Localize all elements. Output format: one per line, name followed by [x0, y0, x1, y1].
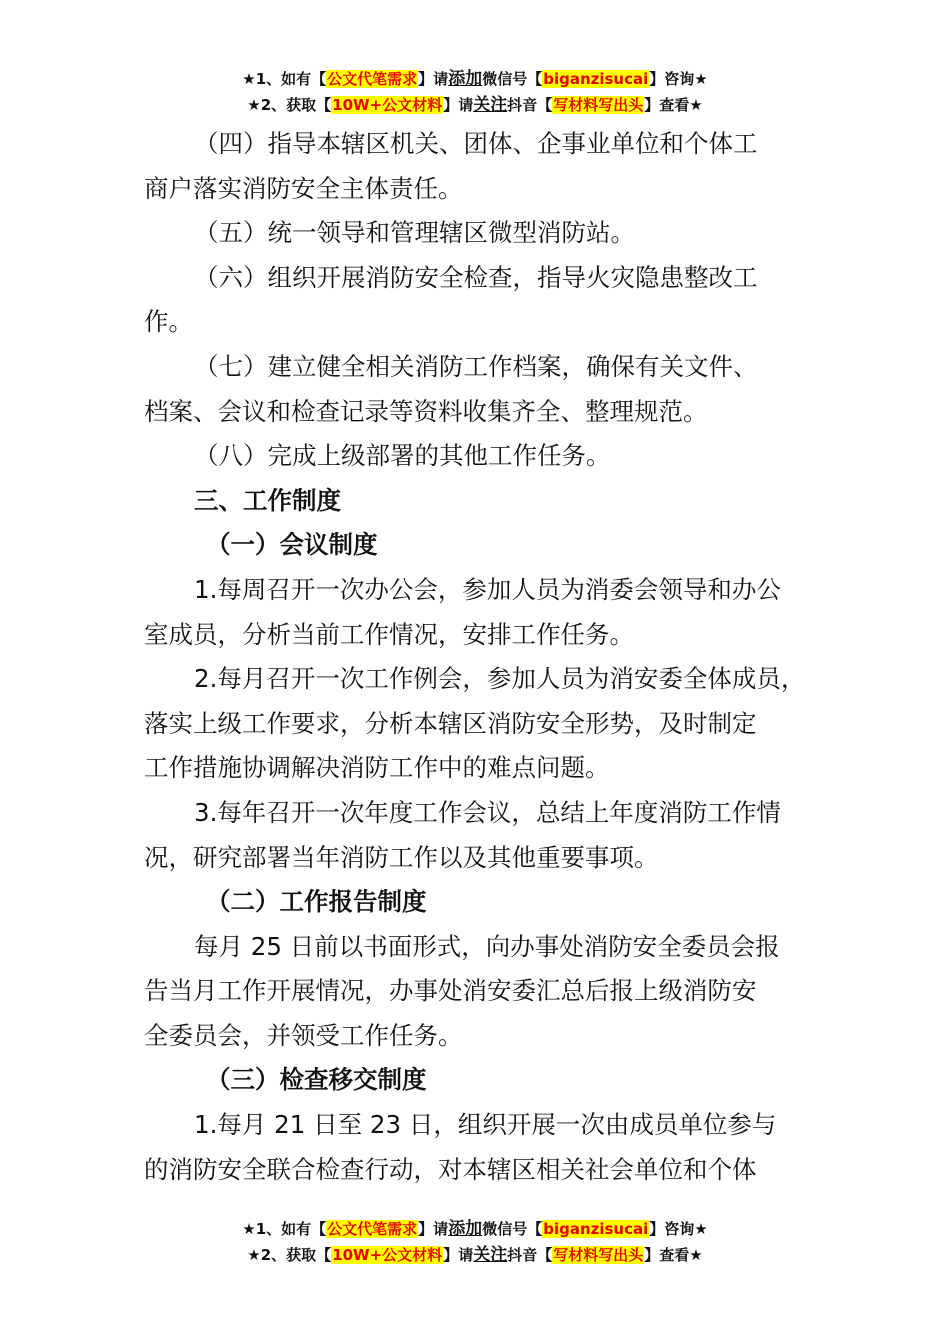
paragraph-line: 1.每周召开一次办公会，参加人员为消委会领导和办公 [194, 574, 781, 604]
banner-douyin-id: 写材料写出头 [553, 1246, 644, 1264]
banner-text: 】请 [443, 96, 474, 114]
banner-text: 】查看★ [644, 96, 703, 114]
banner-wechat-id: biganzisucai [543, 1220, 649, 1238]
paragraph-line: 每月 25 日前以书面形式，向办事处消防安全委员会报 [194, 931, 780, 961]
banner-text: 】咨询★ [649, 70, 708, 88]
banner-emphasis: 添加 [448, 69, 483, 89]
banner-text: ★1、如有【 [242, 1220, 327, 1238]
banner-line-1 [0, 1216, 950, 1242]
banner-highlight: 10W+公文材料 [332, 1246, 443, 1264]
banner-highlight: 公文代笔需求 [327, 70, 418, 88]
paragraph-line: （五）统一领导和管理辖区微型消防站。 [194, 218, 635, 248]
banner-text: 抖音【 [507, 1246, 553, 1264]
paragraph-line: 落实上级工作要求，分析本辖区消防安全形势，及时制定 [144, 708, 757, 738]
banner-text: 微信号【 [482, 1220, 543, 1238]
document-body [144, 122, 834, 1192]
banner-line-2 [0, 1242, 950, 1268]
banner-highlight: 公文代笔需求 [327, 1220, 418, 1238]
banner-emphasis: 关注 [473, 1245, 508, 1265]
banner-wechat-id: biganzisucai [543, 70, 649, 88]
banner-text: 】请 [418, 1220, 449, 1238]
paragraph-line: 1.每月 21 日至 23 日，组织开展一次由成员单位参与 [194, 1110, 777, 1140]
paragraph-line: 的消防安全联合检查行动，对本辖区相关社会单位和个体 [144, 1154, 757, 1184]
paragraph-line: 作。 [144, 307, 193, 337]
banner-line-2 [0, 92, 950, 118]
paragraph-line: 告当月工作开展情况，办事处消安委汇总后报上级消防安 [144, 976, 757, 1006]
paragraph-line: 室成员，分析当前工作情况，安排工作任务。 [144, 619, 634, 649]
section-heading: 三、工作制度 [194, 485, 341, 515]
subsection-heading: （二）工作报告制度 [206, 887, 427, 917]
paragraph-line: 商户落实消防安全主体责任。 [144, 173, 463, 203]
banner-line-1 [0, 66, 950, 92]
paragraph-line: （七）建立健全相关消防工作档案，确保有关文件、 [194, 351, 758, 381]
paragraph-line: 3.每年召开一次年度工作会议，总结上年度消防工作情 [194, 797, 781, 827]
header-banner [0, 66, 950, 118]
banner-text: ★1、如有【 [242, 70, 327, 88]
banner-text: 】请 [443, 1246, 474, 1264]
banner-text: 抖音【 [507, 96, 553, 114]
subsection-heading: （一）会议制度 [206, 530, 378, 560]
banner-highlight: 10W+公文材料 [332, 96, 443, 114]
paragraph-line: 况，研究部署当年消防工作以及其他重要事项。 [144, 842, 659, 872]
banner-text: 】查看★ [644, 1246, 703, 1264]
banner-text: 微信号【 [482, 70, 543, 88]
paragraph-line: （六）组织开展消防安全检查，指导火灾隐患整改工 [194, 262, 758, 292]
paragraph-line: 工作措施协调解决消防工作中的难点问题。 [144, 753, 610, 783]
paragraph-line: 档案、会议和检查记录等资料收集齐全、整理规范。 [144, 396, 708, 426]
banner-text: ★2、获取【 [247, 96, 332, 114]
banner-douyin-id: 写材料写出头 [553, 96, 644, 114]
banner-text: 】咨询★ [649, 1220, 708, 1238]
paragraph-line: 2.每月召开一次工作例会，参加人员为消安委全体成员， [194, 664, 806, 694]
banner-emphasis: 添加 [448, 1219, 483, 1239]
paragraph-line: （八）完成上级部署的其他工作任务。 [194, 441, 611, 471]
footer-banner [0, 1216, 950, 1268]
subsection-heading: （三）检查移交制度 [206, 1065, 427, 1095]
banner-text: 】请 [418, 70, 449, 88]
banner-text: ★2、获取【 [247, 1246, 332, 1264]
banner-emphasis: 关注 [473, 95, 508, 115]
paragraph-line: 全委员会，并领受工作任务。 [144, 1020, 463, 1050]
paragraph-line: （四）指导本辖区机关、团体、企事业单位和个体工 [194, 129, 758, 158]
